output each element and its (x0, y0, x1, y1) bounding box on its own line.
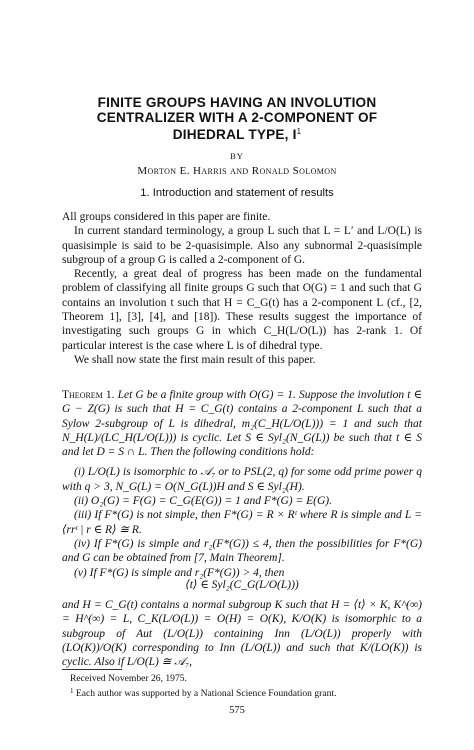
title-line-3 (40, 125, 434, 143)
authors: Morton E. Harris and Ronald Solomon (137, 165, 337, 177)
section-heading: 1. Introduction and statement of results (140, 187, 334, 199)
theorem-statement (62, 388, 422, 459)
title-line-3-text: DIHEDRAL TYPE, I (172, 127, 297, 142)
title-footnote-mark: 1 (296, 127, 302, 136)
intro-paragraph-3: Recently, a great deal of progress has been made on the fundamental problem of classifying all finite groups G such that O(G) = 1 and such that G contains an involution t such that H = C_G(t) has a 2-component L (cf., [2, Theorem 1], [3], [4], and [18]). These results suggest the importance of investigating such groups G in which C_H(L/O(L)) has 2-rank 1. Of particular interest is the case where L is of dihedral type. (62, 268, 422, 352)
condition-iv: (iv) If F*(G) is simple and r₂(F*(G)) ≤ 4, then the possibilities for F*(G) and G can be obtained from [7, Main Theorem]. (62, 537, 422, 565)
intro-paragraph-1: All groups considered in this paper are finite. (62, 211, 271, 223)
received-date: Received November 26, 1975. (70, 673, 187, 684)
displayed-formula: ⟨t⟩ ∈ Syl₂(C_G(L/O(L))) (185, 579, 299, 591)
condition-ii: (ii) O₂(G) = F(G) = C_G(E(G)) = 1 and F*(G) = E(G). (74, 495, 332, 508)
footnote-mark: 1 (70, 687, 74, 695)
title-line-2: CENTRALIZER WITH A 2-COMPONENT OF (96, 109, 378, 125)
footnote-support-text: Each author was supported by a National Science Foundation grant. (75, 688, 337, 699)
theorem-continuation: and H = C_G(t) contains a normal subgroup K such that H = ⟨t⟩ × K, K^(∞) = H^(∞) = L, C_K(L/O(L)) = O(H) = O(K), K/O(K) is isomorphic to a subgroup of Aut (L/O(L)) containing Inn (L/O(L)) properly with (LO(K))/O(K) corresponding to Inn (L/O(L)) and such that K/(LO(K)) is cyclic. Also if L/O(L) ≅ 𝒜₇, (62, 599, 422, 669)
footnote-rule (62, 669, 122, 670)
footnote-support (70, 685, 430, 700)
intro-paragraph-2: In current standard terminology, a group L such that L = L′ and L/O(L) is quasisimple is said to be 2-quasisimple. Also any subnormal 2-quasisimple subgroup of a group G is called a 2-component of G. (62, 225, 422, 266)
theorem-label: Theorem 1. (62, 389, 115, 401)
theorem-1 (62, 388, 422, 580)
condition-v: (v) If F*(G) is simple and r₂(F*(G)) > 4, then (74, 566, 285, 579)
theorem-body: Let G be a finite group with O(G) = 1. Suppose the involution t ∈ G − Z(G) is such that H = C_G(t) contains a 2-component L such that a Sylow 2-subgroup of L is dihedral, m₂(C_H(L/O(L))) = 1 and such that N_H(L)/(LC_H(L/O(L))) is cyclic. Let S ∈ Syl₂(N_G(L)) be such that t ∈ S and let D = S ∩ L. Then the following conditions hold: (62, 389, 422, 459)
title-line-1: FINITE GROUPS HAVING AN INVOLUTION (97, 95, 377, 110)
introduction-text (62, 210, 422, 367)
page-number: 575 (229, 705, 245, 716)
condition-i: (i) L/O(L) is isomorphic to 𝒜₇ or to PSL(2, q) for some odd prime power q with q > 3, N_G(L) = O(N_G(L))H and S ∈ Syl₂(H). (62, 466, 422, 493)
paper-title (40, 96, 434, 143)
condition-iii: (iii) If F*(G) is not simple, then F*(G) = R × Rᵗ where R is simple and L = ⟨rrᵗ | r ∈ R⟩ ≅ R. (62, 509, 422, 536)
byline: BY (230, 151, 244, 161)
intro-paragraph-4: We shall now state the first main result of this paper. (74, 353, 316, 366)
